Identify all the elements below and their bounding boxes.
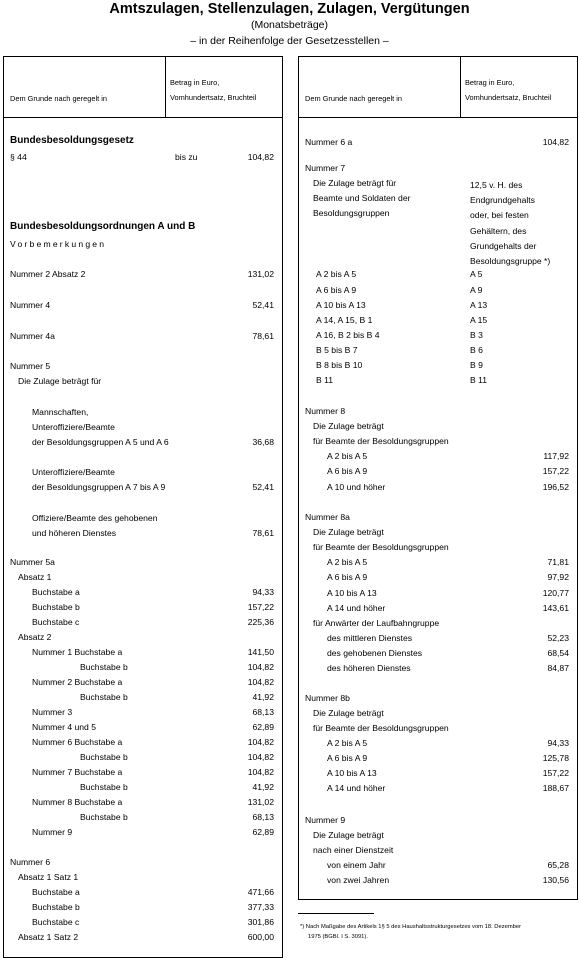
row-label: für Beamte der Besoldungsgruppen bbox=[313, 723, 449, 733]
row-label: Mannschaften, bbox=[32, 407, 89, 417]
row-label: Nummer 8b bbox=[305, 693, 350, 703]
row-value: B 9 bbox=[470, 360, 483, 370]
row-value: 125,78 bbox=[542, 753, 569, 763]
note-line: Grundgehalts der bbox=[470, 240, 537, 251]
row-value: 65,28 bbox=[547, 860, 569, 870]
row-label: Absatz 2 bbox=[18, 632, 52, 642]
row-label: Vorbemerkungen bbox=[10, 239, 107, 249]
row-label: B 5 bis B 7 bbox=[316, 345, 358, 355]
footnote bbox=[300, 922, 576, 942]
nummer7-note bbox=[470, 178, 550, 269]
row-value: 68,13 bbox=[252, 812, 274, 822]
row-label: A 14, A 15, B 1 bbox=[316, 315, 373, 325]
row-value: B 6 bbox=[470, 345, 483, 355]
row-value: 117,92 bbox=[543, 451, 569, 461]
row-label: Beamte und Soldaten der bbox=[313, 193, 411, 203]
row-label: Die Zulage beträgt für bbox=[18, 376, 102, 386]
amount-column-label bbox=[465, 75, 551, 105]
note-line: 12,5 v. H. des bbox=[470, 180, 523, 190]
row-label: Nummer 4 und 5 bbox=[32, 722, 97, 732]
row-value: 84,87 bbox=[547, 663, 569, 673]
row-label: Nummer 7 bbox=[305, 163, 346, 173]
row-label: Nummer 8a bbox=[305, 512, 350, 522]
column-divider bbox=[460, 57, 461, 117]
row-qualifier: bis zu bbox=[175, 152, 198, 162]
row-label: Bundesbesoldungsordnungen A und B bbox=[10, 221, 196, 232]
row-label: der Besoldungsgruppen A 5 und A 6 bbox=[32, 437, 169, 447]
row-label: Nummer 9 bbox=[305, 815, 346, 825]
row-label: für Beamte der Besoldungsgruppen bbox=[313, 436, 449, 446]
row-value: 71,81 bbox=[547, 557, 569, 567]
row-label: A 10 und höher bbox=[327, 482, 386, 492]
row-value: 41,92 bbox=[252, 782, 274, 792]
row-value: 104,82 bbox=[247, 752, 274, 762]
row-value: 62,89 bbox=[252, 722, 274, 732]
row-label: Die Zulage beträgt bbox=[313, 708, 384, 718]
row-label: A 2 bis A 5 bbox=[316, 269, 357, 279]
row-label: und höheren Dienstes bbox=[32, 528, 117, 538]
row-label: Nummer 6 Buchstabe a bbox=[32, 737, 123, 747]
left-column-header bbox=[4, 57, 282, 118]
note-line: Endgrundgehalts bbox=[470, 195, 535, 206]
row-label: Die Zulage beträgt bbox=[313, 830, 384, 840]
row-label: Die Zulage beträgt bbox=[313, 421, 384, 431]
note-line: Gehältern, des bbox=[470, 225, 527, 236]
row-label: Nummer 1 Buchstabe a bbox=[32, 647, 123, 657]
row-value: 196,52 bbox=[542, 482, 569, 492]
row-label: Nummer 6 bbox=[10, 857, 51, 867]
row-value: 52,41 bbox=[252, 300, 274, 310]
amount-label-line1: Betrag in Euro, bbox=[465, 78, 515, 87]
row-label: Buchstabe b bbox=[80, 752, 128, 762]
amount-label-line2: Vomhundertsatz, Bruchteil bbox=[170, 93, 257, 102]
order-note: – in der Reihenfolge der Gesetzesstellen – bbox=[190, 35, 389, 47]
row-label: Nummer 5a bbox=[10, 557, 55, 567]
note-line: oder, bei festen bbox=[470, 210, 529, 221]
row-value: 52,23 bbox=[547, 633, 569, 643]
row-label: Absatz 1 Satz 1 bbox=[18, 872, 79, 882]
row-value: 68,13 bbox=[252, 707, 274, 717]
row-label: Nummer 9 bbox=[32, 827, 73, 837]
row-label: A 14 und höher bbox=[327, 783, 386, 793]
row-value: 78,61 bbox=[252, 528, 274, 538]
page-title: Amtszulagen, Stellenzulagen, Zulagen, Vergütungen bbox=[109, 1, 470, 17]
row-label: Buchstabe a bbox=[32, 587, 80, 597]
basis-column-label: Dem Grunde nach geregelt in bbox=[305, 94, 402, 103]
right-table bbox=[298, 56, 578, 900]
row-value: 301,86 bbox=[247, 917, 274, 927]
row-label: Buchstabe a bbox=[32, 887, 80, 897]
row-value: 131,02 bbox=[247, 269, 274, 279]
row-label: A 6 bis A 9 bbox=[327, 753, 368, 763]
row-label: Bundesbesoldungsgesetz bbox=[10, 135, 134, 146]
row-label: Nummer 2 Buchstabe a bbox=[32, 677, 123, 687]
amount-label-line1: Betrag in Euro, bbox=[170, 78, 220, 87]
row-value: 141,50 bbox=[247, 647, 274, 657]
row-label: § 44 bbox=[10, 152, 27, 162]
row-value: 104,82 bbox=[247, 737, 274, 747]
row-label: Buchstabe b bbox=[80, 812, 128, 822]
row-label: Buchstabe b bbox=[32, 902, 80, 912]
row-label: A 10 bis A 13 bbox=[316, 300, 366, 310]
row-label: Buchstabe b bbox=[80, 782, 128, 792]
row-value: 52,41 bbox=[252, 482, 274, 492]
row-label: Nummer 3 bbox=[32, 707, 73, 717]
row-label: Buchstabe c bbox=[32, 917, 80, 927]
row-label: Nummer 2 Absatz 2 bbox=[10, 269, 86, 279]
row-value: 78,61 bbox=[252, 331, 274, 341]
page-subtitle: (Monatsbeträge) bbox=[250, 19, 329, 31]
row-value: 130,56 bbox=[542, 875, 569, 885]
row-label: des mittleren Dienstes bbox=[327, 633, 413, 643]
row-label: A 2 bis A 5 bbox=[327, 451, 368, 461]
right-column-header bbox=[299, 57, 577, 118]
row-value: 94,33 bbox=[547, 738, 569, 748]
row-value: 471,66 bbox=[247, 887, 274, 897]
row-label: B 11 bbox=[316, 375, 334, 385]
row-value: B 3 bbox=[470, 330, 483, 340]
row-label: Nummer 6 a bbox=[305, 137, 353, 147]
row-label: A 6 bis A 9 bbox=[327, 572, 368, 582]
row-label: Buchstabe c bbox=[32, 617, 80, 627]
row-label: Buchstabe b bbox=[80, 662, 128, 672]
amount-column-label bbox=[170, 75, 256, 105]
row-label: Die Zulage beträgt für bbox=[313, 178, 397, 188]
row-value: A 9 bbox=[470, 285, 483, 295]
row-value: A 13 bbox=[470, 300, 488, 310]
row-value: 157,22 bbox=[247, 602, 274, 612]
row-value: 120,77 bbox=[542, 588, 569, 598]
row-label: Absatz 1 bbox=[18, 572, 52, 582]
row-value: B 11 bbox=[470, 375, 488, 385]
footnote-line1: *) Nach Maßgabe des Artikels 1§ 5 des Haushaltsstrukturgesetzes vom 18. Dezember bbox=[300, 924, 522, 930]
row-label: von einem Jahr bbox=[327, 860, 386, 870]
row-value: 600,00 bbox=[247, 932, 274, 942]
row-label: A 6 bis A 9 bbox=[316, 285, 357, 295]
row-label: des höheren Dienstes bbox=[327, 663, 411, 673]
amount-label-line2: Vomhundertsatz, Bruchteil bbox=[465, 93, 552, 102]
row-value: 157,22 bbox=[542, 466, 569, 476]
row-label: A 14 und höher bbox=[327, 603, 386, 613]
row-value: 104,82 bbox=[247, 677, 274, 687]
row-value: 188,67 bbox=[542, 783, 569, 793]
row-label: A 2 bis A 5 bbox=[327, 557, 368, 567]
row-label: Nummer 4 bbox=[10, 300, 51, 310]
row-label: A 6 bis A 9 bbox=[327, 466, 368, 476]
row-label: der Besoldungsgruppen A 7 bis A 9 bbox=[32, 482, 166, 492]
row-value: 104,82 bbox=[247, 152, 274, 162]
row-label: Besoldungsgruppen bbox=[313, 208, 390, 218]
row-label: Nummer 5 bbox=[10, 361, 51, 371]
row-label: Nummer 8 bbox=[305, 406, 346, 416]
row-value: 377,33 bbox=[247, 902, 274, 912]
row-label: für Beamte der Besoldungsgruppen bbox=[313, 542, 449, 552]
row-label: Unteroffiziere/Beamte bbox=[32, 422, 115, 432]
row-value: 97,92 bbox=[547, 572, 569, 582]
row-value: 94,33 bbox=[252, 587, 274, 597]
row-value: 131,02 bbox=[247, 797, 274, 807]
row-label: Die Zulage beträgt bbox=[313, 527, 384, 537]
row-value: 104,82 bbox=[247, 767, 274, 777]
row-label: Nummer 4a bbox=[10, 331, 55, 341]
row-label: nach einer Dienstzeit bbox=[313, 845, 394, 855]
row-label: für Anwärter der Laufbahngruppe bbox=[313, 618, 440, 628]
row-value: A 15 bbox=[470, 315, 488, 325]
note-line: Besoldungsgruppe *) bbox=[470, 256, 551, 267]
row-label: Unteroffiziere/Beamte bbox=[32, 467, 115, 477]
row-label: B 8 bis B 10 bbox=[316, 360, 363, 370]
row-value: 104,82 bbox=[247, 662, 274, 672]
row-value: 36,68 bbox=[252, 437, 274, 447]
row-value: 157,22 bbox=[542, 768, 569, 778]
row-label: Nummer 7 Buchstabe a bbox=[32, 767, 123, 777]
row-label: A 10 bis A 13 bbox=[327, 768, 377, 778]
row-label: Buchstabe b bbox=[32, 602, 80, 612]
row-label: Offiziere/Beamte des gehobenen bbox=[32, 513, 158, 523]
row-label: Nummer 8 Buchstabe a bbox=[32, 797, 123, 807]
row-label: von zwei Jahren bbox=[327, 875, 390, 885]
row-value: 62,89 bbox=[252, 827, 274, 837]
row-value: 225,36 bbox=[247, 617, 274, 627]
row-label: Buchstabe b bbox=[80, 692, 128, 702]
row-label: A 2 bis A 5 bbox=[327, 738, 368, 748]
row-value: A 5 bbox=[470, 269, 483, 279]
left-table bbox=[3, 56, 283, 958]
row-label: A 10 bis A 13 bbox=[327, 588, 377, 598]
column-divider bbox=[165, 57, 166, 117]
row-value: 104,82 bbox=[542, 137, 569, 147]
row-value: 41,92 bbox=[252, 692, 274, 702]
row-label: A 16, B 2 bis B 4 bbox=[316, 330, 380, 340]
basis-column-label: Dem Grunde nach geregelt in bbox=[10, 94, 107, 103]
footnote-rule bbox=[298, 913, 374, 914]
footnote-line2: 1975 (BGBl. I S. 3091). bbox=[308, 934, 368, 940]
row-value: 143,61 bbox=[542, 603, 569, 613]
row-label: des gehobenen Dienstes bbox=[327, 648, 423, 658]
row-value: 68,54 bbox=[547, 648, 569, 658]
row-label: Absatz 1 Satz 2 bbox=[18, 932, 79, 942]
